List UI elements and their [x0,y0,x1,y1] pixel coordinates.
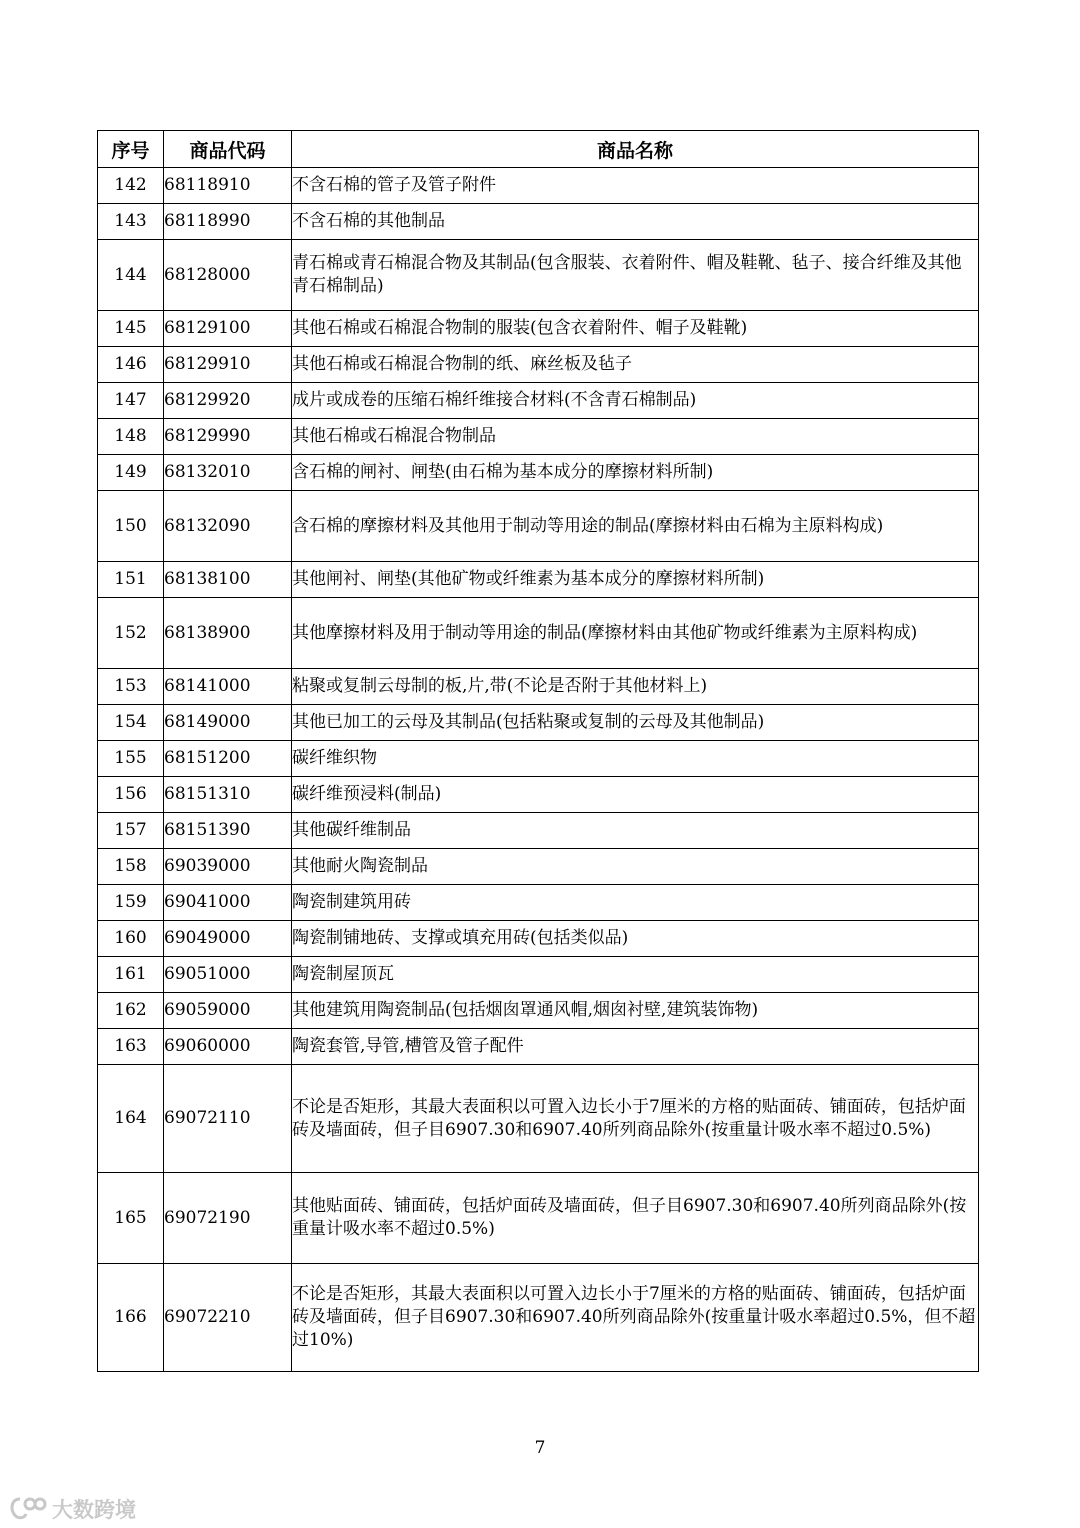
row-code: 68151200 [164,741,292,777]
header-code: 商品代码 [164,131,292,168]
row-code: 68128000 [164,240,292,311]
table-row [98,491,979,562]
table-row [98,813,979,849]
row-seq: 154 [98,705,164,741]
row-name: 陶瓷套管,导管,槽管及管子配件 [292,1029,979,1065]
table-row [98,1029,979,1065]
row-code: 68141000 [164,669,292,705]
table-row [98,849,979,885]
row-seq: 146 [98,347,164,383]
row-name: 其他石棉或石棉混合物制品 [292,419,979,455]
row-code: 69072210 [164,1264,292,1372]
row-seq: 157 [98,813,164,849]
table-header-row [98,131,979,168]
table-row [98,383,979,419]
row-seq: 150 [98,491,164,562]
row-code: 69072110 [164,1065,292,1173]
row-seq: 148 [98,419,164,455]
row-code: 68129100 [164,311,292,347]
row-code: 69049000 [164,921,292,957]
row-code: 69051000 [164,957,292,993]
row-name: 其他贴面砖、铺面砖，包括炉面砖及墙面砖，但子目6907.30和6907.40所列商品除外(按重量计吸水率不超过0.5%) [292,1173,979,1264]
brand-logo-icon [8,1494,48,1524]
row-seq: 162 [98,993,164,1029]
row-name: 其他摩擦材料及用于制动等用途的制品(摩擦材料由其他矿物或纤维素为主原料构成) [292,598,979,669]
table-row [98,240,979,311]
table-row [98,204,979,240]
row-name: 其他耐火陶瓷制品 [292,849,979,885]
table-row [98,669,979,705]
row-seq: 142 [98,168,164,204]
table-row [98,1173,979,1264]
row-name: 其他石棉或石棉混合物制的服装(包含衣着附件、帽子及鞋靴) [292,311,979,347]
row-seq: 153 [98,669,164,705]
row-code: 68138100 [164,562,292,598]
row-code: 68129920 [164,383,292,419]
row-seq: 160 [98,921,164,957]
row-name: 碳纤维织物 [292,741,979,777]
row-seq: 152 [98,598,164,669]
table-row [98,455,979,491]
row-name: 青石棉或青石棉混合物及其制品(包含服装、衣着附件、帽及鞋靴、毡子、接合纤维及其他青石棉制品) [292,240,979,311]
row-name: 粘聚或复制云母制的板,片,带(不论是否附于其他材料上) [292,669,979,705]
row-name: 陶瓷制建筑用砖 [292,885,979,921]
row-seq: 158 [98,849,164,885]
row-name: 碳纤维预浸料(制品) [292,777,979,813]
row-name: 陶瓷制铺地砖、支撑或填充用砖(包括类似品) [292,921,979,957]
row-code: 69060000 [164,1029,292,1065]
row-code: 68138900 [164,598,292,669]
row-name: 其他闸衬、闸垫(其他矿物或纤维素为基本成分的摩擦材料所制) [292,562,979,598]
table-row [98,1264,979,1372]
row-seq: 161 [98,957,164,993]
row-seq: 155 [98,741,164,777]
row-seq: 145 [98,311,164,347]
row-seq: 144 [98,240,164,311]
header-name: 商品名称 [292,131,979,168]
row-seq: 147 [98,383,164,419]
row-name: 其他建筑用陶瓷制品(包括烟囱罩通风帽,烟囱衬壁,建筑装饰物) [292,993,979,1029]
row-seq: 165 [98,1173,164,1264]
table-row [98,419,979,455]
table-row [98,347,979,383]
header-seq: 序号 [98,131,164,168]
table-row [98,598,979,669]
row-code: 69072190 [164,1173,292,1264]
watermark-text: 大数跨境 [52,1498,136,1522]
table-row [98,921,979,957]
row-code: 68129910 [164,347,292,383]
row-code: 68129990 [164,419,292,455]
row-name: 成片或成卷的压缩石棉纤维接合材料(不含青石棉制品) [292,383,979,419]
table-row [98,741,979,777]
row-name: 含石棉的摩擦材料及其他用于制动等用途的制品(摩擦材料由石棉为主原料构成) [292,491,979,562]
row-code: 69039000 [164,849,292,885]
row-code: 68151310 [164,777,292,813]
watermark [8,1494,136,1524]
row-seq: 151 [98,562,164,598]
row-seq: 164 [98,1065,164,1173]
row-name: 不论是否矩形，其最大表面积以可置入边长小于7厘米的方格的贴面砖、铺面砖，包括炉面砖及墙面砖，但子目6907.30和6907.40所列商品除外(按重量计吸水率不超过0.5%) [292,1065,979,1173]
row-code: 68149000 [164,705,292,741]
row-code: 68132090 [164,491,292,562]
row-name: 陶瓷制屋顶瓦 [292,957,979,993]
table-row [98,311,979,347]
row-seq: 149 [98,455,164,491]
table-row [98,705,979,741]
row-name: 其他石棉或石棉混合物制的纸、麻丝板及毡子 [292,347,979,383]
row-name: 其他已加工的云母及其制品(包括粘聚或复制的云母及其他制品) [292,705,979,741]
row-seq: 163 [98,1029,164,1065]
row-name: 不论是否矩形，其最大表面积以可置入边长小于7厘米的方格的贴面砖、铺面砖，包括炉面砖及墙面砖，但子目6907.30和6907.40所列商品除外(按重量计吸水率超过0.5%，但不超过10%) [292,1264,979,1372]
row-seq: 159 [98,885,164,921]
row-name: 不含石棉的管子及管子附件 [292,168,979,204]
row-code: 68118990 [164,204,292,240]
row-code: 69059000 [164,993,292,1029]
row-code: 68151390 [164,813,292,849]
row-code: 69041000 [164,885,292,921]
row-seq: 143 [98,204,164,240]
table-row [98,957,979,993]
row-code: 68118910 [164,168,292,204]
row-code: 68132010 [164,455,292,491]
table-row [98,777,979,813]
table-row [98,562,979,598]
row-name: 含石棉的闸衬、闸垫(由石棉为基本成分的摩擦材料所制) [292,455,979,491]
row-seq: 156 [98,777,164,813]
row-seq: 166 [98,1264,164,1372]
goods-table [97,130,979,1372]
page-number: 7 [534,1438,546,1458]
table-row [98,1065,979,1173]
row-name: 不含石棉的其他制品 [292,204,979,240]
table-row [98,993,979,1029]
row-name: 其他碳纤维制品 [292,813,979,849]
table-row [98,168,979,204]
table-row [98,885,979,921]
